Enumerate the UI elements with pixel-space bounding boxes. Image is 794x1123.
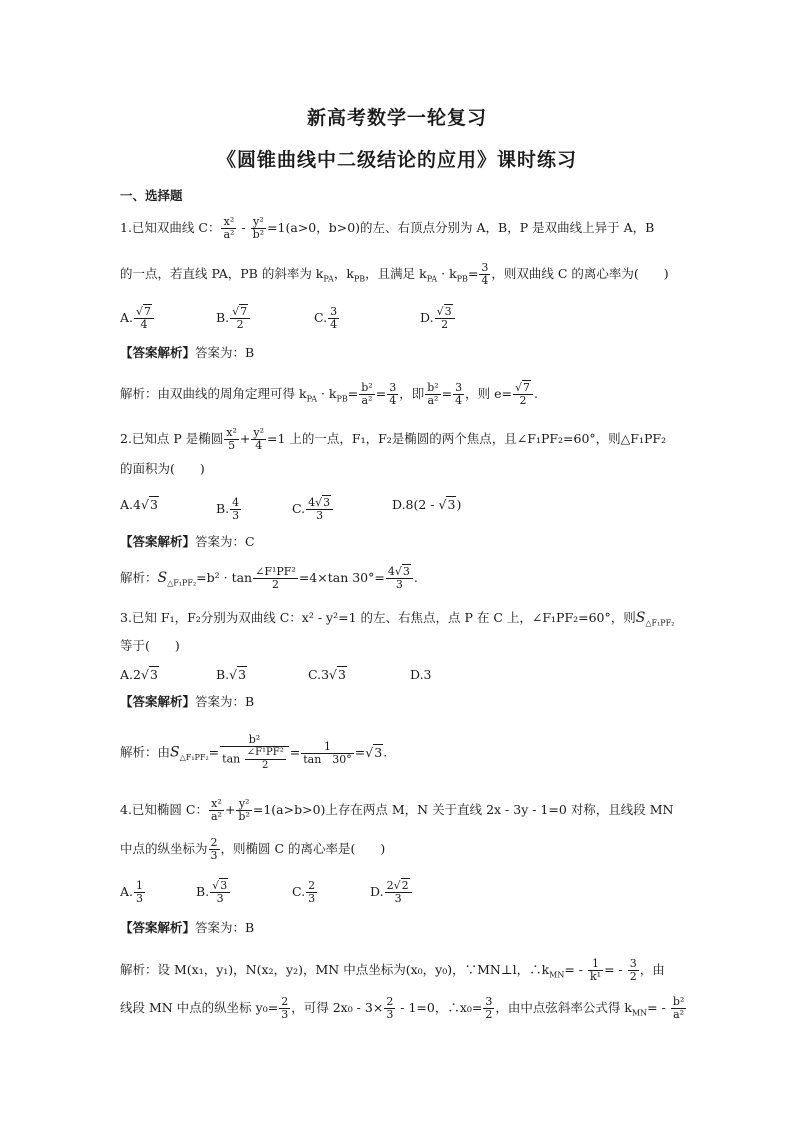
q2-option-b: B. $\frac{4}{3}$ (216, 496, 240, 522)
section-heading: 一、选择题 (120, 188, 183, 203)
q1-answer: 【答案解析】答案为：B (120, 345, 255, 360)
q1-explanation: 解析：由双曲线的周角定理可得 $k_{PA} \cdot k_{PB}=$ $\frac{\text{b²}}{\text{a²}}$ = $\frac{3}{4}$ ，即 $\frac{\text{b²}}{\text{a²}}$ = $\frac{3}{4}$ ，则 e= $\frac{√7}{2}$ . (120, 381, 538, 407)
q4-stem-line1: 4.已知椭圆 C： $\frac{\text{x²}}{\text{a²}}$ + $\frac{\text{y²}}{\text{b²}}$ =1(a>b>0)上存在两点 M，N 关于直线 2x - 3y - 1=0 对称，且线段 MN (120, 797, 674, 823)
q4-option-c: C. $\frac{2}{3}$ (292, 879, 316, 905)
q3-option-d: D.3 (410, 667, 432, 682)
q1-option-d: D. $\frac{√3}{2}$ (420, 306, 456, 331)
q3-stem-line1: 3.已知 F₁，F₂分别为双曲线 C：x² - y²=1 的左、右焦点，点 P 在 C 上，∠F₁PF₂=60°，则$S_{\triangle F_1PF_2}$ (120, 610, 675, 628)
q2-option-c: C. $\frac{4√3}{3}$ (292, 497, 334, 522)
q3-answer: 【答案解析】答案为：B (120, 694, 255, 709)
q1-stem-line2: 的一点，若直线 PA，PB 的斜率为 $k_{PA}$，$k_{PB}$，且满足 $k_{PA} \cdot k_{PB}=$ $\frac{3}{4}$ ，则双曲线 C 的离心率为( ) (120, 261, 669, 287)
q4-answer: 【答案解析】答案为：B (120, 920, 255, 935)
document-title: 新高考数学一轮复习 (306, 107, 487, 129)
q4-option-b: B. $\frac{√3}{3}$ (196, 880, 231, 905)
q2-option-a: A.4√3 (120, 497, 158, 512)
q1-option-c: C. $\frac{3}{4}$ (314, 305, 338, 331)
q2-stem-line1: 2.已知点 P 是椭圆 $\frac{\text{x²}}{5}$ + $\frac{\text{y²}}{4}$ =1 上的一点，F₁，F₂是椭圆的两个焦点，且∠F₁PF₂=60°，则△F₁PF₂ (120, 426, 667, 452)
q2-stem-line2: 的面积为( ) (120, 461, 205, 476)
q1-option-a: A. $\frac{√7}{4}$ (120, 306, 155, 331)
q3-option-a: A.2√3 (120, 667, 158, 682)
q1-stem-line1: 1.已知双曲线 C： $\frac{\text{x²}}{\text{a²}}$ - $\frac{\text{y²}}{\text{b²}}$ =1(a>0，b>0)的左、右顶点分别为 A，B，P 是双曲线上异于 A，B (120, 215, 655, 241)
q2-explanation: 解析：$S_{\triangle F_1PF_2}=b^2 \cdot \tan$ $\frac{\text{∠F¹PF²}}{2}$ =4×tan 30°= $\frac{4√3}{3}$ . (120, 565, 418, 591)
q4-stem-line2: 中点的纵坐标为 $\frac{2}{3}$ ，则椭圆 C 的离心率是( ) (120, 836, 386, 862)
q3-option-c: C.3√3 (308, 667, 346, 682)
q4-explanation-line2: 线段 MN 中点的纵坐标 y₀= $\frac{2}{3}$ ，可得 2x₀ - 3× $\frac{2}{3}$ - 1=0，∴x₀= $\frac{3}{2}$ ，由中点弦斜率公式得 $k_{MN}=$ - $\frac{\text{b²}}{\text{a²}}$ (120, 995, 685, 1021)
q3-option-b: B.√3 (216, 667, 247, 682)
q1-option-b: B. $\frac{√7}{2}$ (216, 306, 251, 331)
q2-answer: 【答案解析】答案为：C (120, 534, 255, 549)
q4-option-a: A. $\frac{1}{3}$ (120, 879, 144, 905)
q4-explanation-line1: 解析：设 M(x₁，y₁)，N(x₂，y₂)，MN 中点坐标为(x₀，y₀)，∵MN⊥l，$\therefore k_{MN}=$ - $\frac{1}{\text{k¹}}$ = - $\frac{3}{2}$ ，由 (120, 957, 665, 983)
q4-option-d: D. $\frac{2√2}{3}$ (370, 880, 413, 905)
q2-option-d: D.8(2 - √3) (392, 497, 462, 512)
q3-stem-line2: 等于( ) (120, 638, 180, 653)
document-subtitle: 《圆锥曲线中二级结论的应用》课时练习 (216, 149, 577, 171)
q3-explanation: 解析：由$S_{\triangle F_1PF_2}=$ b² tan $\frac{\text{∠F¹PF²}}{2}$ = $\frac{1}{\tan 30^\circ}$ =√3. (120, 733, 388, 771)
